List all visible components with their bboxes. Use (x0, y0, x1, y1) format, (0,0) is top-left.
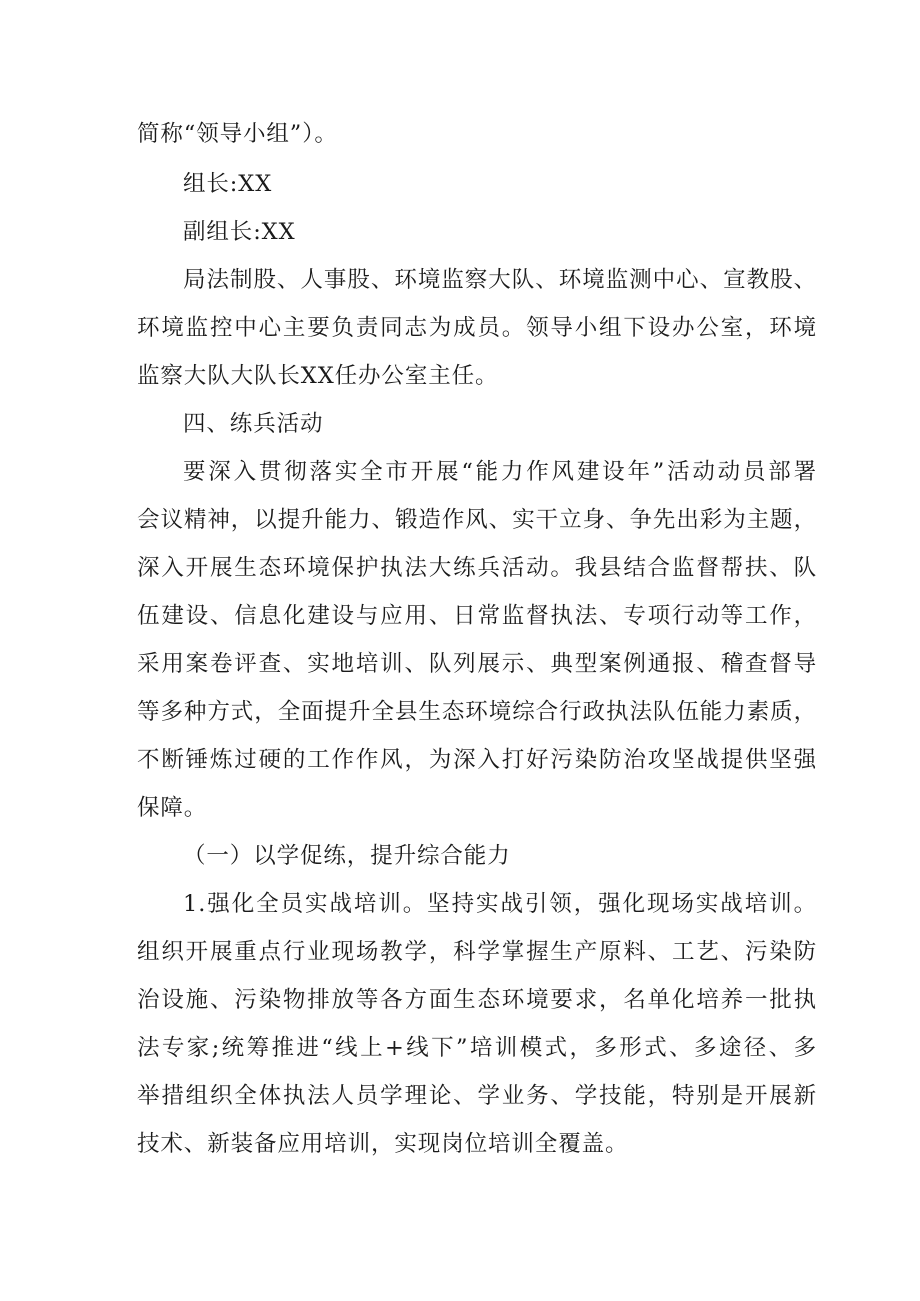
text-line-15: 保障。 (137, 795, 208, 821)
text-line-13: 等多种方式，全面提升全县生态环境综合行政执法队伍能力素质， (137, 699, 817, 725)
text-line-4: 局法制股、人事股、环境监察大队、环境监测中心、宣教股、 (183, 267, 817, 293)
text-line-17: 1.强化全员实战培训。坚持实战引领，强化现场实战培训。 (183, 891, 817, 917)
text-line-21: 举措组织全体执法人员学理论、学业务、学技能，特别是开展新 (137, 1083, 817, 1109)
text-line-9: 会议精神，以提升能力、锻造作风、实干立身、争先出彩为主题， (137, 507, 817, 533)
text-line-6: 监察大队大队长XX任办公室主任。 (137, 363, 499, 389)
text-line-12: 采用案卷评查、实地培训、队列展示、典型案例通报、稽查督导 (137, 651, 817, 677)
text-line-19: 治设施、污染物排放等各方面生态环境要求，名单化培养一批执 (137, 987, 817, 1013)
text-line-11: 伍建设、信息化建设与应用、日常监督执法、专项行动等工作， (137, 603, 817, 629)
text-line-22: 技术、新装备应用培训，实现岗位培训全覆盖。 (137, 1131, 629, 1157)
text-line-20: 法专家;统筹推进“线上+线下”培训模式，多形式、多途径、多 (137, 1035, 817, 1061)
text-line-18: 组织开展重点行业现场教学，科学掌握生产原料、工艺、污染防 (137, 939, 817, 965)
section-heading-4: 四、练兵活动 (183, 411, 324, 437)
subsection-heading-1: （一）以学促练，提升综合能力 (183, 843, 511, 869)
text-line-14: 不断锤炼过硬的工作作风，为深入打好污染防治攻坚战提供坚强 (137, 747, 817, 773)
text-line-2: 组长:XX (183, 171, 273, 197)
text-line-5: 环境监控中心主要负责同志为成员。领导小组下设办公室，环境 (137, 315, 817, 341)
text-line-3: 副组长:XX (183, 219, 296, 245)
text-line-10: 深入开展生态环境保护执法大练兵活动。我县结合监督帮扶、队 (137, 555, 817, 581)
text-line-8: 要深入贯彻落实全市开展“能力作风建设年”活动动员部署 (183, 459, 817, 485)
text-line-1: 简称“领导小组”）。 (137, 121, 338, 147)
